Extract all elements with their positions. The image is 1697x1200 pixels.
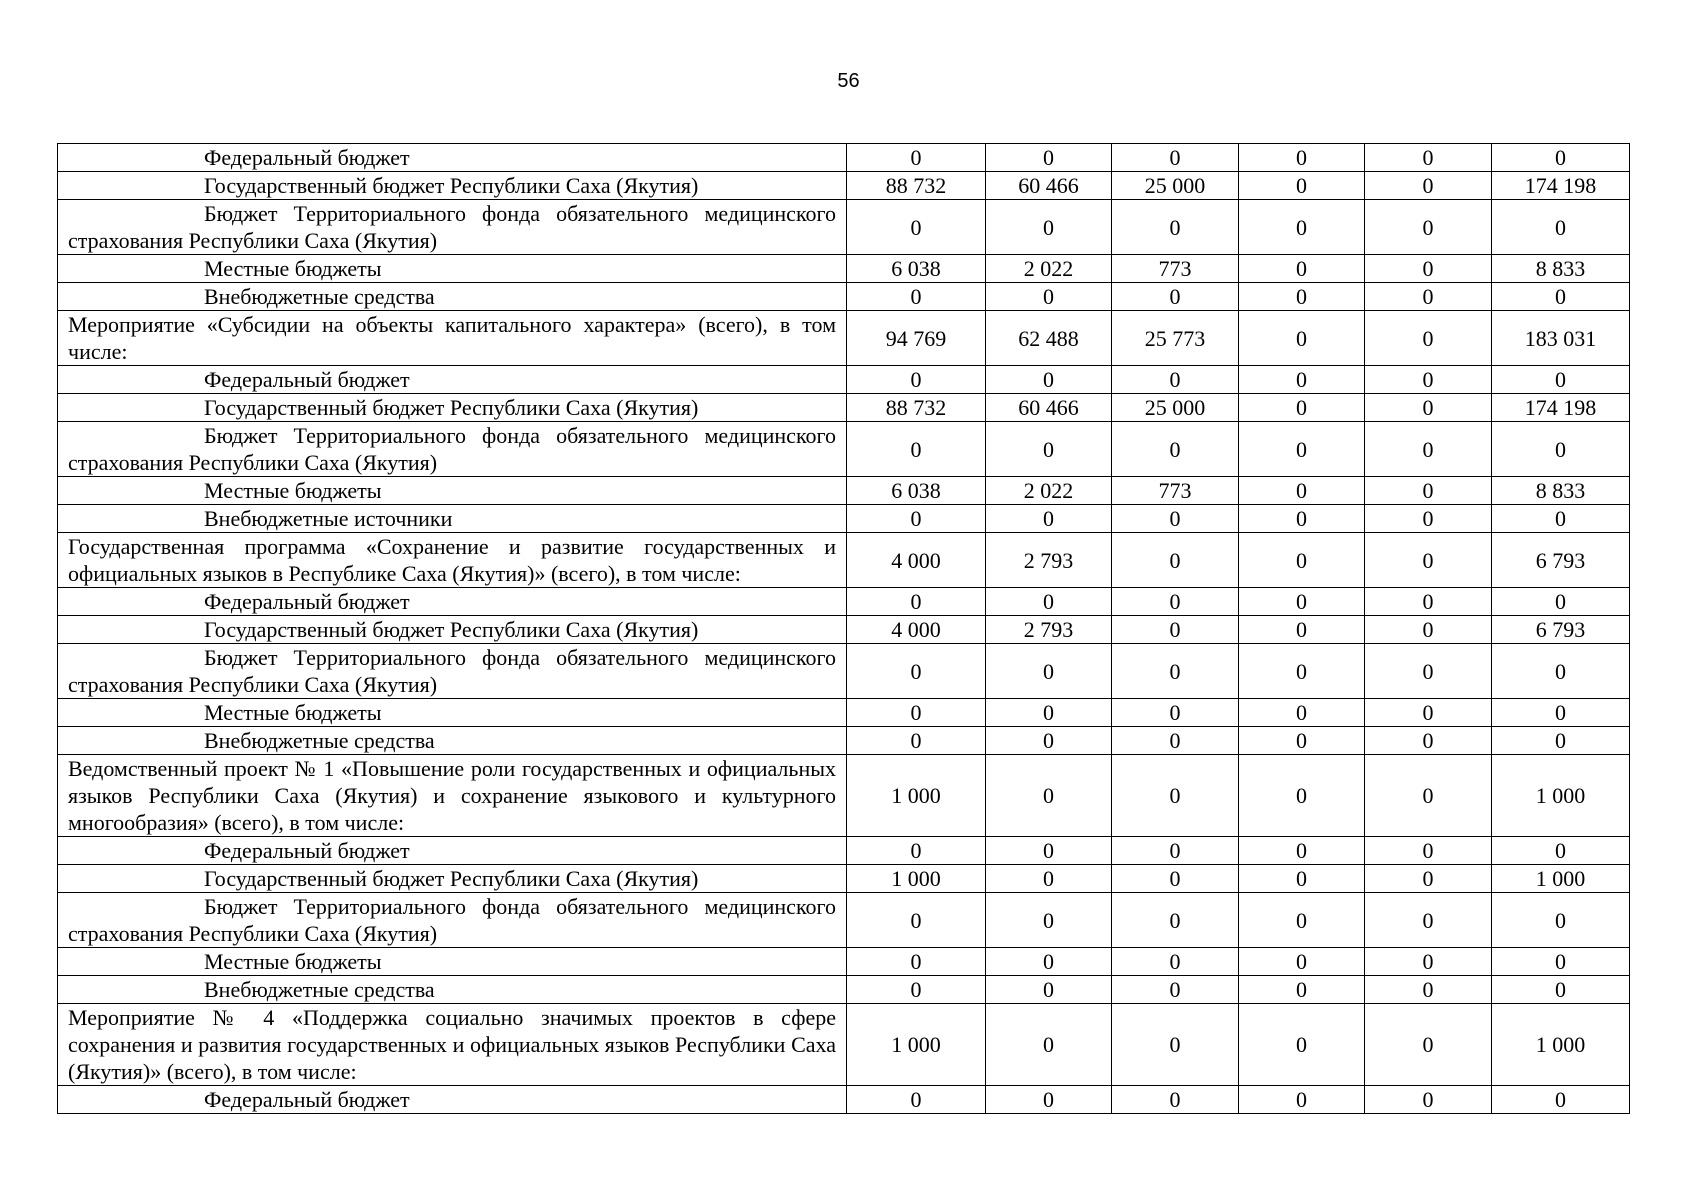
row-value-cell: 25 773 (1112, 311, 1239, 366)
table-row (58, 394, 1630, 422)
row-value-cell: 0 (986, 588, 1112, 616)
table-row (58, 727, 1630, 755)
row-value-cell: 0 (1239, 200, 1365, 255)
row-value-cell: 0 (1239, 172, 1365, 200)
table-row (58, 644, 1630, 699)
row-value-cell: 88 732 (847, 394, 986, 422)
row-total-cell: 6 793 (1492, 616, 1630, 644)
row-value-cell: 0 (847, 837, 986, 865)
row-value-cell: 0 (1112, 283, 1239, 311)
table-row (58, 366, 1630, 394)
row-value-cell: 4 000 (847, 533, 986, 588)
table-row (58, 477, 1630, 505)
row-value-cell: 0 (986, 144, 1112, 172)
row-value-cell: 0 (847, 505, 986, 533)
row-value-cell: 0 (1365, 505, 1492, 533)
row-label: Федеральный бюджет (58, 1086, 847, 1114)
row-total-cell: 0 (1492, 505, 1630, 533)
row-total-cell: 8 833 (1492, 255, 1630, 283)
row-value-cell: 0 (1112, 755, 1239, 837)
table-row (58, 837, 1630, 865)
row-value-cell: 0 (1239, 699, 1365, 727)
row-value-cell: 0 (1112, 505, 1239, 533)
row-value-cell: 0 (986, 422, 1112, 477)
row-value-cell: 0 (1365, 865, 1492, 893)
budget-table-body (58, 144, 1630, 1114)
row-label: Государственный бюджет Республики Саха (Якутия) (58, 616, 847, 644)
row-value-cell: 0 (1365, 533, 1492, 588)
row-value-cell: 2 793 (986, 533, 1112, 588)
row-value-cell: 0 (1239, 837, 1365, 865)
page-number: 56 (837, 70, 860, 92)
table-row-section (58, 311, 1630, 366)
row-value-cell: 0 (1365, 699, 1492, 727)
row-value-cell: 4 000 (847, 616, 986, 644)
row-value-cell: 0 (1365, 200, 1492, 255)
row-value-cell: 0 (1239, 283, 1365, 311)
row-value-cell: 0 (1365, 422, 1492, 477)
row-value-cell: 0 (1365, 283, 1492, 311)
row-label: Внебюджетные средства (58, 976, 847, 1004)
row-value-cell: 0 (1239, 1086, 1365, 1114)
row-value-cell: 0 (1112, 1004, 1239, 1086)
row-value-cell: 0 (847, 200, 986, 255)
row-value-cell: 0 (1112, 865, 1239, 893)
row-value-cell: 0 (1365, 144, 1492, 172)
table-row (58, 172, 1630, 200)
row-value-cell: 0 (986, 755, 1112, 837)
row-label: Бюджет Территориального фонда обязательного медицинского страхования Республики Саха (Якутия) (58, 200, 847, 255)
row-value-cell: 2 793 (986, 616, 1112, 644)
row-value-cell: 0 (1112, 948, 1239, 976)
row-label: Внебюджетные средства (58, 727, 847, 755)
row-total-cell: 0 (1492, 699, 1630, 727)
row-value-cell: 0 (1365, 1086, 1492, 1114)
row-total-cell: 0 (1492, 144, 1630, 172)
row-value-cell: 0 (1365, 616, 1492, 644)
table-row-section (58, 1004, 1630, 1086)
table-row (58, 893, 1630, 948)
row-value-cell: 0 (1365, 366, 1492, 394)
row-value-cell: 0 (986, 865, 1112, 893)
row-total-cell: 0 (1492, 1086, 1630, 1114)
row-label: Государственный бюджет Республики Саха (Якутия) (58, 394, 847, 422)
row-value-cell: 0 (847, 588, 986, 616)
row-value-cell: 0 (1112, 366, 1239, 394)
row-value-cell: 25 000 (1112, 172, 1239, 200)
row-label: Местные бюджеты (58, 699, 847, 727)
row-value-cell: 0 (1365, 311, 1492, 366)
table-row (58, 505, 1630, 533)
row-label: Внебюджетные источники (58, 505, 847, 533)
table-row (58, 1086, 1630, 1114)
row-label: Государственный бюджет Республики Саха (Якутия) (58, 172, 847, 200)
row-label: Местные бюджеты (58, 255, 847, 283)
row-value-cell: 0 (1239, 144, 1365, 172)
row-value-cell: 88 732 (847, 172, 986, 200)
row-value-cell: 0 (847, 727, 986, 755)
table-row (58, 865, 1630, 893)
row-value-cell: 0 (1239, 893, 1365, 948)
row-value-cell: 0 (1239, 422, 1365, 477)
row-value-cell: 0 (1112, 893, 1239, 948)
row-label: Бюджет Территориального фонда обязательного медицинского страхования Республики Саха (Якутия) (58, 644, 847, 699)
row-value-cell: 60 466 (986, 172, 1112, 200)
row-total-cell: 183 031 (1492, 311, 1630, 366)
row-label: Мероприятие № 4 «Поддержка социально значимых проектов в сфере сохранения и развития государственных и официальных языков Республики Саха (Якутия)» (всего), в том числе: (58, 1004, 847, 1086)
row-total-cell: 0 (1492, 283, 1630, 311)
row-value-cell: 0 (1239, 505, 1365, 533)
table-row (58, 699, 1630, 727)
row-label: Федеральный бюджет (58, 144, 847, 172)
row-total-cell: 0 (1492, 837, 1630, 865)
row-label: Внебюджетные средства (58, 283, 847, 311)
row-value-cell: 1 000 (847, 755, 986, 837)
table-row (58, 422, 1630, 477)
row-value-cell: 0 (1365, 644, 1492, 699)
row-total-cell: 8 833 (1492, 477, 1630, 505)
row-value-cell: 0 (1239, 616, 1365, 644)
row-label: Местные бюджеты (58, 477, 847, 505)
row-value-cell: 0 (986, 366, 1112, 394)
row-value-cell: 0 (986, 699, 1112, 727)
row-value-cell: 0 (847, 644, 986, 699)
row-total-cell: 0 (1492, 588, 1630, 616)
row-value-cell: 0 (1365, 727, 1492, 755)
row-value-cell: 1 000 (847, 865, 986, 893)
row-value-cell: 0 (1112, 422, 1239, 477)
row-value-cell: 773 (1112, 477, 1239, 505)
row-label: Государственный бюджет Республики Саха (Якутия) (58, 865, 847, 893)
row-value-cell: 0 (1365, 255, 1492, 283)
row-value-cell: 0 (986, 644, 1112, 699)
row-total-cell: 0 (1492, 644, 1630, 699)
table-row (58, 200, 1630, 255)
row-total-cell: 6 793 (1492, 533, 1630, 588)
row-value-cell: 0 (1112, 144, 1239, 172)
row-value-cell: 6 038 (847, 255, 986, 283)
row-label: Бюджет Территориального фонда обязательного медицинского страхования Республики Саха (Якутия) (58, 422, 847, 477)
row-value-cell: 2 022 (986, 477, 1112, 505)
row-value-cell: 0 (1239, 1004, 1365, 1086)
row-label: Государственная программа «Сохранение и развитие государственных и официальных языков в Республике Саха (Якутия)» (всего), в том числе: (58, 533, 847, 588)
row-value-cell: 0 (986, 200, 1112, 255)
row-value-cell: 0 (847, 366, 986, 394)
row-value-cell: 0 (986, 505, 1112, 533)
table-row (58, 616, 1630, 644)
row-value-cell: 0 (847, 1086, 986, 1114)
row-value-cell: 0 (1112, 976, 1239, 1004)
row-value-cell: 0 (1112, 644, 1239, 699)
table-row-section (58, 533, 1630, 588)
row-value-cell: 0 (1365, 394, 1492, 422)
row-value-cell: 0 (986, 1086, 1112, 1114)
row-total-cell: 174 198 (1492, 172, 1630, 200)
row-value-cell: 0 (1239, 976, 1365, 1004)
row-value-cell: 0 (986, 727, 1112, 755)
row-value-cell: 0 (1112, 616, 1239, 644)
row-value-cell: 0 (986, 283, 1112, 311)
row-total-cell: 0 (1492, 200, 1630, 255)
row-value-cell: 0 (1239, 948, 1365, 976)
row-value-cell: 0 (1112, 533, 1239, 588)
row-total-cell: 0 (1492, 948, 1630, 976)
table-row (58, 255, 1630, 283)
row-value-cell: 0 (1239, 533, 1365, 588)
row-label: Местные бюджеты (58, 948, 847, 976)
row-value-cell: 0 (847, 893, 986, 948)
row-total-cell: 1 000 (1492, 755, 1630, 837)
row-label: Ведомственный проект № 1 «Повышение роли государственных и официальных языков Республики Саха (Якутия) и сохранение языкового и культурного многообразия» (всего), в том числе: (58, 755, 847, 837)
table-row-section (58, 755, 1630, 837)
row-value-cell: 6 038 (847, 477, 986, 505)
row-label: Бюджет Территориального фонда обязательного медицинского страхования Республики Саха (Якутия) (58, 893, 847, 948)
table-row (58, 283, 1630, 311)
row-total-cell: 174 198 (1492, 394, 1630, 422)
row-value-cell: 60 466 (986, 394, 1112, 422)
row-value-cell: 0 (1365, 172, 1492, 200)
row-value-cell: 0 (847, 976, 986, 1004)
row-value-cell: 0 (847, 144, 986, 172)
row-value-cell: 0 (1239, 255, 1365, 283)
row-value-cell: 0 (1365, 837, 1492, 865)
row-value-cell: 0 (1365, 755, 1492, 837)
row-label: Федеральный бюджет (58, 837, 847, 865)
row-label: Мероприятие «Субсидии на объекты капитального характера» (всего), в том числе: (58, 311, 847, 366)
row-value-cell: 0 (1365, 948, 1492, 976)
row-value-cell: 2 022 (986, 255, 1112, 283)
row-value-cell: 62 488 (986, 311, 1112, 366)
row-value-cell: 0 (1239, 755, 1365, 837)
row-value-cell: 1 000 (847, 1004, 986, 1086)
row-value-cell: 0 (1112, 200, 1239, 255)
budget-table (57, 143, 1630, 1114)
row-total-cell: 1 000 (1492, 865, 1630, 893)
row-value-cell: 0 (1365, 588, 1492, 616)
row-value-cell: 0 (1239, 588, 1365, 616)
row-value-cell: 0 (1239, 865, 1365, 893)
row-value-cell: 0 (847, 948, 986, 976)
row-total-cell: 0 (1492, 727, 1630, 755)
row-value-cell: 0 (1239, 727, 1365, 755)
row-value-cell: 25 000 (1112, 394, 1239, 422)
row-label: Федеральный бюджет (58, 366, 847, 394)
row-value-cell: 0 (1112, 699, 1239, 727)
row-value-cell: 0 (986, 893, 1112, 948)
row-label: Федеральный бюджет (58, 588, 847, 616)
row-value-cell: 0 (1365, 1004, 1492, 1086)
row-value-cell: 0 (847, 283, 986, 311)
row-value-cell: 0 (986, 976, 1112, 1004)
row-value-cell: 773 (1112, 255, 1239, 283)
row-value-cell: 0 (1239, 366, 1365, 394)
row-value-cell: 0 (986, 948, 1112, 976)
table-row (58, 976, 1630, 1004)
row-value-cell: 94 769 (847, 311, 986, 366)
row-value-cell: 0 (1112, 588, 1239, 616)
row-value-cell: 0 (1239, 311, 1365, 366)
row-total-cell: 1 000 (1492, 1004, 1630, 1086)
table-row (58, 144, 1630, 172)
row-value-cell: 0 (986, 1004, 1112, 1086)
row-value-cell: 0 (1112, 837, 1239, 865)
row-value-cell: 0 (1365, 893, 1492, 948)
table-row (58, 948, 1630, 976)
row-value-cell: 0 (1365, 976, 1492, 1004)
row-value-cell: 0 (1239, 644, 1365, 699)
row-value-cell: 0 (986, 837, 1112, 865)
row-value-cell: 0 (1239, 477, 1365, 505)
row-value-cell: 0 (1112, 1086, 1239, 1114)
row-total-cell: 0 (1492, 976, 1630, 1004)
row-value-cell: 0 (1239, 394, 1365, 422)
table-row (58, 588, 1630, 616)
row-value-cell: 0 (847, 699, 986, 727)
row-value-cell: 0 (847, 422, 986, 477)
row-total-cell: 0 (1492, 366, 1630, 394)
row-total-cell: 0 (1492, 422, 1630, 477)
row-value-cell: 0 (1365, 477, 1492, 505)
row-value-cell: 0 (1112, 727, 1239, 755)
row-total-cell: 0 (1492, 893, 1630, 948)
